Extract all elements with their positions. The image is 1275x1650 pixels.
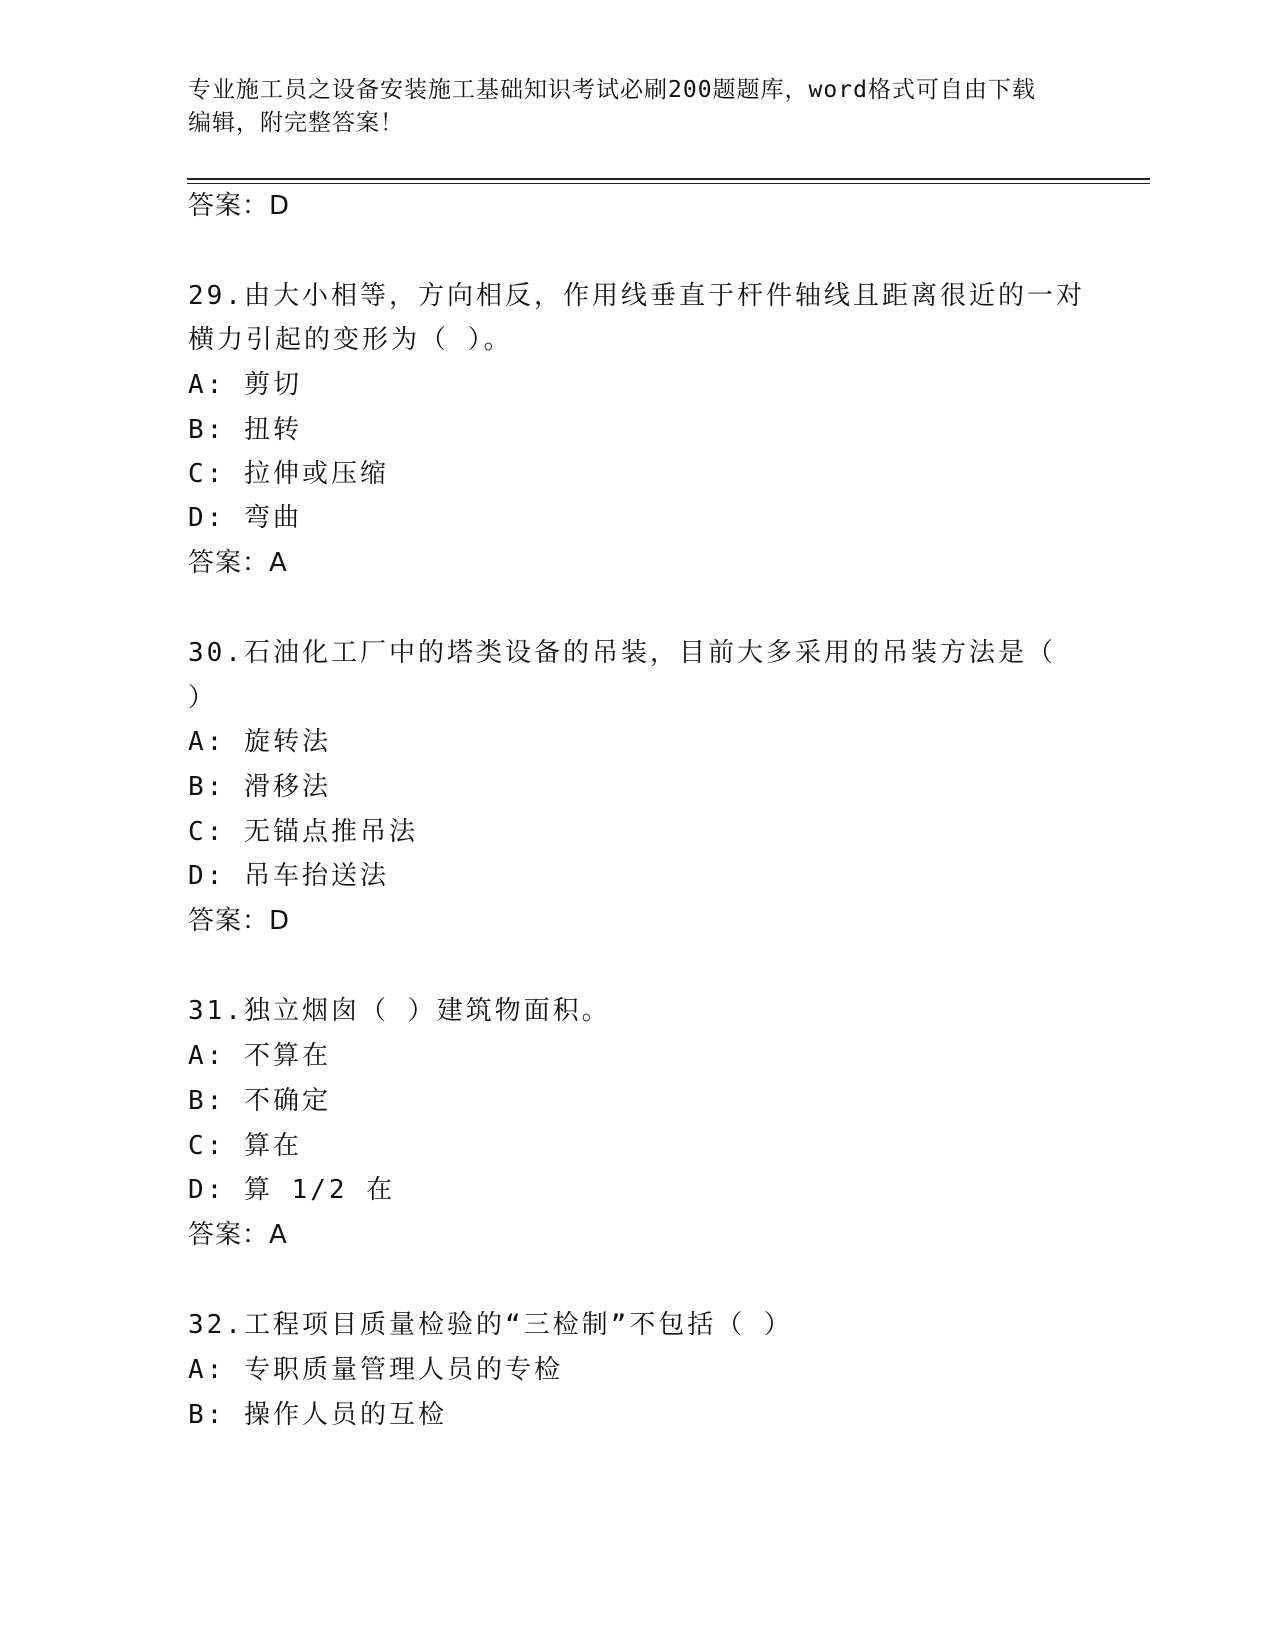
question-30-option-b: B: 滑移法 <box>188 772 331 802</box>
answer-prev: 答案：D <box>188 191 291 221</box>
question-31-answer: 答案：A <box>188 1220 288 1250</box>
question-32-option-a: A: 专职质量管理人员的专检 <box>188 1355 563 1385</box>
question-29-option-b: B: 扭转 <box>188 415 302 445</box>
header-line-1: 专业施工员之设备安装施工基础知识考试必刷200题题库，word格式可自由下载 <box>188 77 1036 103</box>
question-30-stem-line-2: ） <box>188 683 218 713</box>
question-31-option-a: A: 不算在 <box>188 1041 331 1071</box>
question-31-option-c: C: 算在 <box>188 1131 302 1161</box>
question-31-option-b: B: 不确定 <box>188 1086 331 1116</box>
question-30-answer: 答案：D <box>188 906 291 936</box>
header-divider-thin <box>187 183 1150 184</box>
question-30-stem-line-1: 30.石油化工厂中的塔类设备的吊装，目前大多采用的吊装方法是（ <box>188 638 1056 668</box>
question-29-answer: 答案：A <box>188 548 288 578</box>
question-30-option-a: A: 旋转法 <box>188 727 331 757</box>
question-30-option-c: C: 无锚点推吊法 <box>188 817 418 847</box>
question-30-option-d: D: 吊车抬送法 <box>188 861 389 891</box>
question-32-stem-line-1: 32.工程项目质量检验的“三检制”不包括（ ） <box>188 1310 793 1340</box>
question-32-option-b: B: 操作人员的互检 <box>188 1400 447 1430</box>
document-header <box>188 74 1088 140</box>
question-29-option-a: A: 剪切 <box>188 370 302 400</box>
question-29-stem-line-1: 29.由大小相等，方向相反，作用线垂直于杆件轴线且距离很近的一对 <box>188 281 1085 311</box>
question-29-option-d: D: 弯曲 <box>188 503 302 533</box>
question-29-option-c: C: 拉伸或压缩 <box>188 459 389 489</box>
header-divider <box>187 178 1150 180</box>
header-line-2: 编辑，附完整答案！ <box>188 110 404 136</box>
question-29-stem-line-2: 横力引起的变形为（ ）。 <box>188 325 513 355</box>
question-31-option-d: D: 算 1/2 在 <box>188 1175 396 1205</box>
question-31-stem-line-1: 31.独立烟囱（ ）建筑物面积。 <box>188 996 611 1026</box>
